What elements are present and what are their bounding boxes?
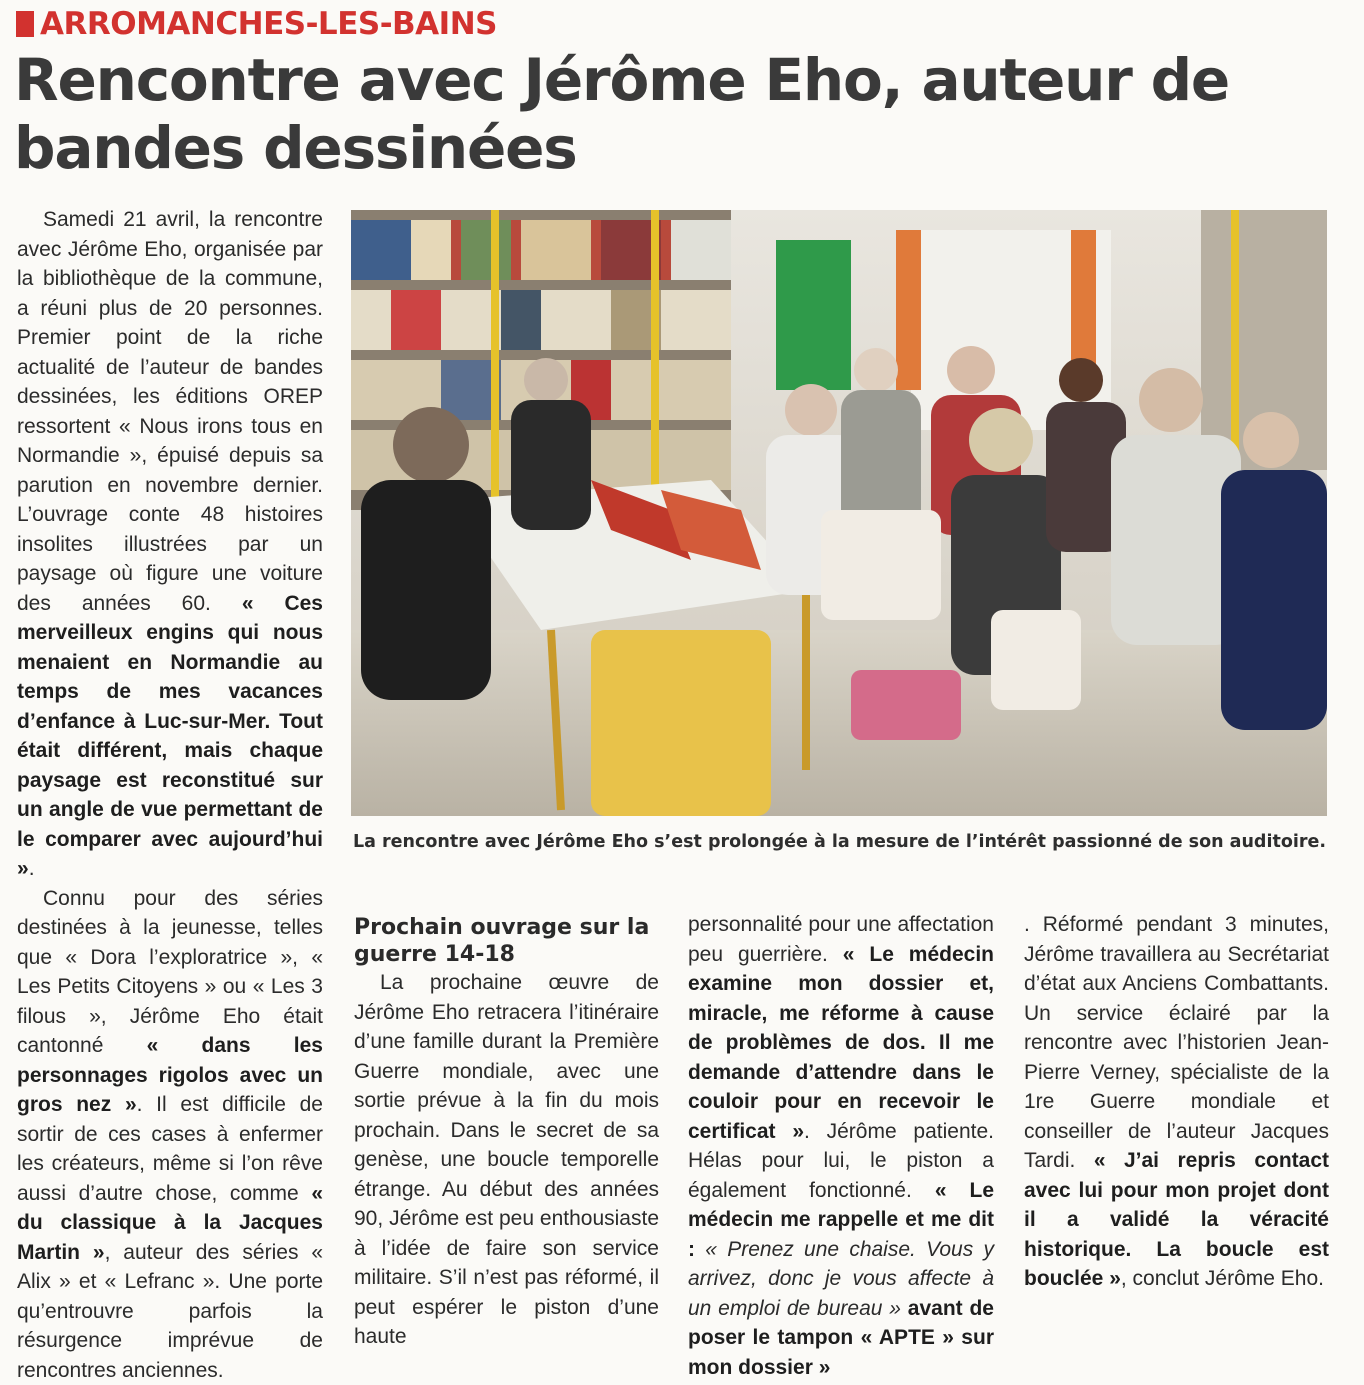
library-meeting-illustration xyxy=(351,210,1327,816)
quote-classic: « du classique à la Jacques Martin » xyxy=(17,1182,323,1264)
article-column-2 xyxy=(354,968,659,1352)
article-column-4 xyxy=(1024,910,1329,1294)
quote-doctor-1: « Le médecin examine mon dossier et, miracle, me réforme à cause de problèmes de dos. Il me demande d’attendre dans le couloir pour en recevoir le certificat » xyxy=(688,943,994,1143)
kicker-square-icon xyxy=(16,11,34,37)
article-subhead: Prochain ouvrage sur la guerre 14-18 xyxy=(354,914,654,968)
article-photo xyxy=(351,210,1327,816)
section-kicker xyxy=(16,6,497,42)
article-column-3 xyxy=(688,910,994,1382)
quote-doctor-3: avant de poser le tampon « APTE » sur mon dossier » xyxy=(688,1297,994,1379)
photo-caption: La rencontre avec Jérôme Eho s’est prolongée à la mesure de l’intérêt passionné de son auditoire. xyxy=(353,828,1328,857)
paragraph-3: La prochaine œuvre de Jérôme Eho retracera l’itinéraire d’une famille durant la Première Guerre mondiale, avec une sortie prévue à la fin du mois prochain. Dans le secret de sa genèse, une boucle temporelle étrange. Au début des années 90, Jérôme est peu enthousiaste à l’idée de faire son service militaire. S’il n’est pas réformé, il peut espérer le piston d’une haute xyxy=(354,968,659,1352)
quote-doctor-italic: « Prenez une chaise. Vous y arrivez, donc je vous affecte à un emploi de bureau » xyxy=(688,1238,994,1320)
paragraph-2: Connu pour des séries destinées à la jeunesse, telles que « Dora l’exploratrice », « Les Petits Citoyens » ou « Les 3 filous », Jérôme Eho était cantonné « dans les personnages rigolos avec un gros nez ». Il est difficile de sortir de ces cases à enfermer les créateurs, même si l’on rêve aussi d’autre chose, comme « du classique à la Jacques Martin », auteur des séries « Alix » et « Lefranc ». Une porte qu’entrouvre parfois la résurgence imprévue de rencontres anciennes. xyxy=(17,884,323,1385)
quote-cars: « Ces merveilleux engins qui nous menaient en Normandie au temps de mes vacances d’enfance à Luc-sur-Mer. Tout était différent, mais chaque paysage est reconstitué sur un angle de vue permettant de le comparer avec aujourd’hui » xyxy=(17,592,323,881)
subhead-block xyxy=(354,914,654,968)
article-headline: Rencontre avec Jérôme Eho, auteur de bandes dessinées xyxy=(14,46,1344,182)
quote-doctor-2: « Le médecin me rappelle et me dit : xyxy=(688,1179,994,1261)
paragraph-4: . Réformé pendant 3 minutes, Jérôme travaillera au Secrétariat d’état aux Anciens Combattants. Un service éclairé par la rencontre avec l’historien Jean-Pierre Verney, spécialiste de la 1re Guerre mondiale et conseiller de l’auteur Jacques Tardi. « J’ai repris contact avec lui pour mon projet dont il a validé la véracité historique. La boucle est bouclée », conclut Jérôme Eho. xyxy=(1024,910,1329,1294)
paragraph-3-continued: personnalité pour une affectation peu guerrière. « Le médecin examine mon dossier et, miracle, me réforme à cause de problèmes de dos. Il me demande d’attendre dans le couloir pour en recevoir le certificat ». Jérôme patiente. Hélas pour lui, le piston a également fonctionné. « Le médecin me rappelle et me dit : « Prenez une chaise. Vous y arrivez, donc je vous affecte à un emploi de bureau » avant de poser le tampon « APTE » sur mon dossier » xyxy=(688,910,994,1382)
article-column-1 xyxy=(17,205,323,1385)
quote-characters: « dans les personnages rigolos avec un gros nez » xyxy=(17,1034,323,1116)
paragraph-1: Samedi 21 avril, la rencontre avec Jérôme Eho, organisée par la bibliothèque de la commune, a réuni plus de 20 personnes. Premier point de la riche actualité de l’auteur de bandes dessinées, les éditions OREP ressortent « Nous irons tous en Normandie », épuisé depuis sa parution en novembre dernier. L’ouvrage conte 48 histoires insolites illustrées par un paysage où figure une voiture des années 60. « Ces merveilleux engins qui nous menaient en Normandie au temps de mes vacances d’enfance à Luc-sur-Mer. Tout était différent, mais chaque paysage est reconstitué sur un angle de vue permettant de le comparer avec aujourd’hui ». xyxy=(17,205,323,884)
kicker-text: ARROMANCHES-LES-BAINS xyxy=(40,6,497,42)
quote-loop: « J’ai repris contact avec lui pour mon projet dont il a validé la véracité historique. La boucle est bouclée » xyxy=(1024,1149,1329,1290)
